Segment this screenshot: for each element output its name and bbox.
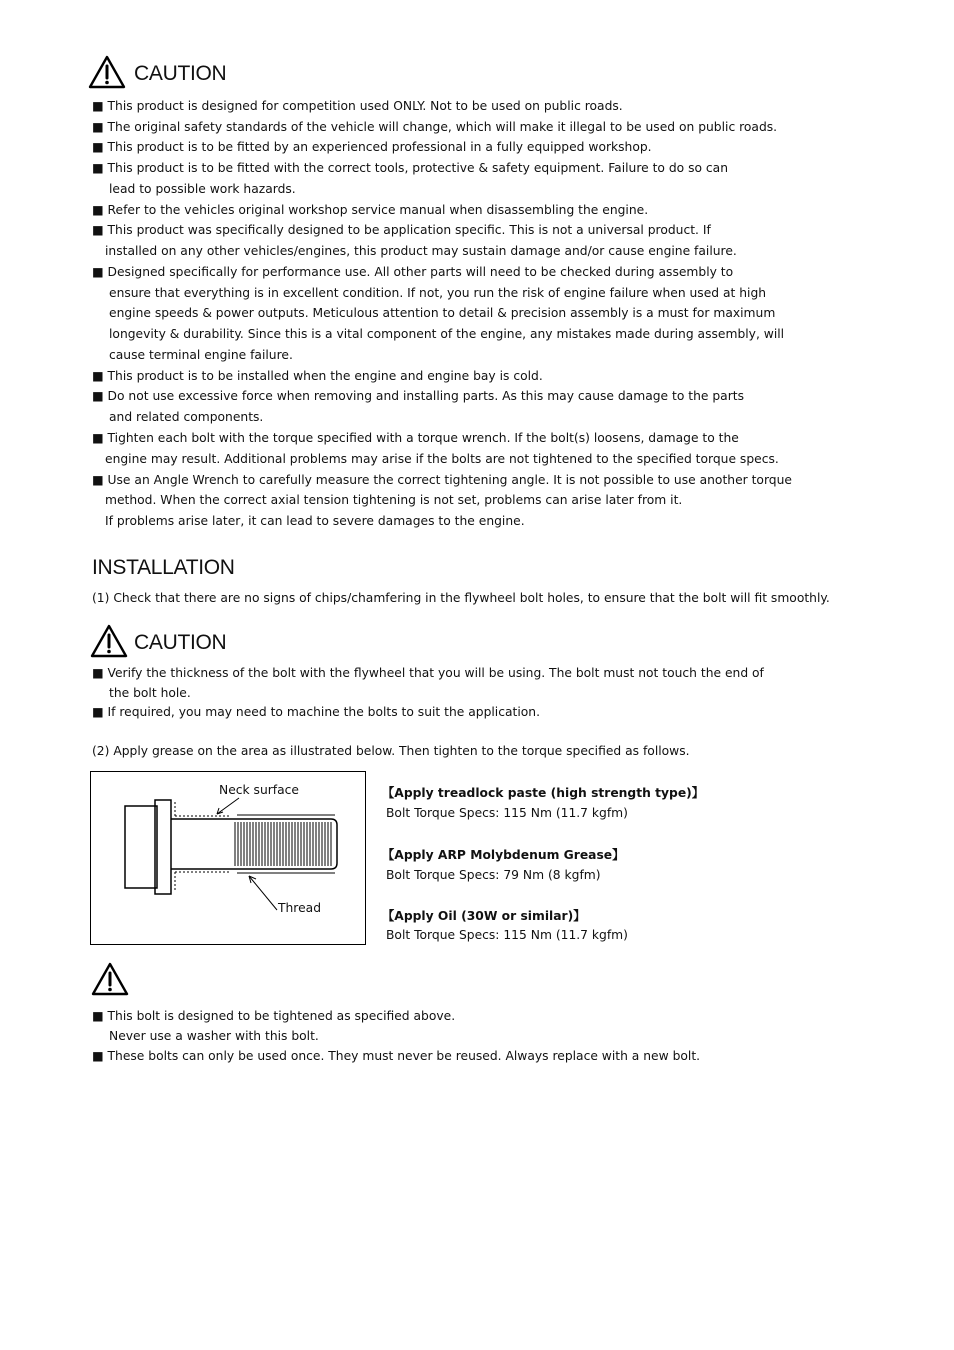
installation-step-1: (1) Check that there are no signs of chips/chamfering in the flywheel bolt holes, to ensure that the bolt will fit smoothly. bbox=[92, 591, 830, 605]
caution-1-line: ■ Refer to the vehicles original workshop service manual when disassembling the engine. bbox=[92, 203, 649, 217]
caution-1-line: installed on any other vehicles/engines, this product may sustain damage and/or cause engine failure. bbox=[105, 244, 737, 258]
spec-title: 【Apply treadlock paste (high strength type)】 bbox=[382, 786, 705, 800]
caution-1-line: ■ This product was specifically designed to be application specific. This is not a universal product. If bbox=[92, 223, 711, 237]
warning-triangle-icon bbox=[90, 624, 128, 658]
caution-2-line: ■ If required, you may need to machine the bolts to suit the application. bbox=[92, 705, 540, 719]
spec-title: 【Apply ARP Molybdenum Grease】 bbox=[382, 848, 625, 862]
caution-1-line: lead to possible work hazards. bbox=[109, 182, 296, 196]
warning-triangle-icon bbox=[88, 55, 126, 89]
neck-surface-label: Neck surface bbox=[219, 783, 300, 797]
caution-1-line: ■ Tighten each bolt with the torque specified with a torque wrench. If the bolt(s) loosens, damage to the bbox=[92, 431, 739, 445]
caution-1-line: and related components. bbox=[109, 410, 264, 424]
spec-value: Bolt Torque Specs: 115 Nm (11.7 kgfm) bbox=[386, 928, 628, 942]
final-warning-line: ■ These bolts can only be used once. They must never be reused. Always replace with a new bolt. bbox=[92, 1049, 701, 1063]
caution-1-line: longevity & durability. Since this is a vital component of the engine, any mistakes made during assembly, will bbox=[109, 327, 785, 341]
caution-1-line: ■ Designed specifically for performance use. All other parts will need to be checked during assembly to bbox=[92, 265, 734, 279]
caution-1-line: ■ Use an Angle Wrench to carefully measure the correct tightening angle. It is not possible to use another torque bbox=[92, 473, 792, 487]
caution-2-line: the bolt hole. bbox=[109, 686, 191, 700]
installation-heading: INSTALLATION bbox=[92, 556, 235, 579]
caution-1-line: ■ This product is to be fitted by an experienced professional in a fully equipped workshop. bbox=[92, 140, 652, 154]
caution-1-line: method. When the correct axial tension tightening is not set, problems can arise later from it. bbox=[105, 493, 683, 507]
thread-label: Thread bbox=[278, 901, 321, 915]
caution-1-line: engine speeds & power outputs. Meticulous attention to detail & precision assembly is a must for maximum bbox=[109, 306, 776, 320]
caution-1-line: ■ This product is designed for competition used ONLY. Not to be used on public roads. bbox=[92, 99, 623, 113]
caution-1-line: ■ This product is to be installed when the engine and engine bay is cold. bbox=[92, 369, 543, 383]
caution-1-line: If problems arise later, it can lead to severe damages to the engine. bbox=[105, 514, 525, 528]
caution-heading-2: CAUTION bbox=[134, 631, 227, 654]
final-warning-line: Never use a washer with this bolt. bbox=[109, 1029, 319, 1043]
final-warning-line: ■ This bolt is designed to be tightened as specified above. bbox=[92, 1009, 456, 1023]
spec-value: Bolt Torque Specs: 79 Nm (8 kgfm) bbox=[386, 868, 601, 882]
caution-1-line: ensure that everything is in excellent condition. If not, you run the risk of engine failure when used at high bbox=[109, 286, 767, 300]
caution-1-line: ■ This product is to be fitted with the correct tools, protective & safety equipment. Failure to do so can bbox=[92, 161, 729, 175]
caution-1-line: cause terminal engine failure. bbox=[109, 348, 293, 362]
warning-triangle-icon bbox=[91, 962, 129, 996]
caution-heading-1: CAUTION bbox=[134, 62, 227, 85]
bolt-diagram bbox=[90, 771, 366, 945]
caution-2-line: ■ Verify the thickness of the bolt with the flywheel that you will be using. The bolt must not touch the end of bbox=[92, 666, 764, 680]
spec-value: Bolt Torque Specs: 115 Nm (11.7 kgfm) bbox=[386, 806, 628, 820]
caution-1-line: ■ Do not use excessive force when removing and installing parts. As this may cause damage to the parts bbox=[92, 389, 744, 403]
caution-1-line: engine may result. Additional problems may arise if the bolts are not tightened to the specified torque specs. bbox=[105, 452, 779, 466]
installation-step-2: (2) Apply grease on the area as illustrated below. Then tighten to the torque specified as follows. bbox=[92, 744, 690, 758]
spec-title: 【Apply Oil (30W or similar)】 bbox=[382, 909, 586, 923]
caution-1-line: ■ The original safety standards of the vehicle will change, which will make it illegal to be used on public roads. bbox=[92, 120, 778, 134]
